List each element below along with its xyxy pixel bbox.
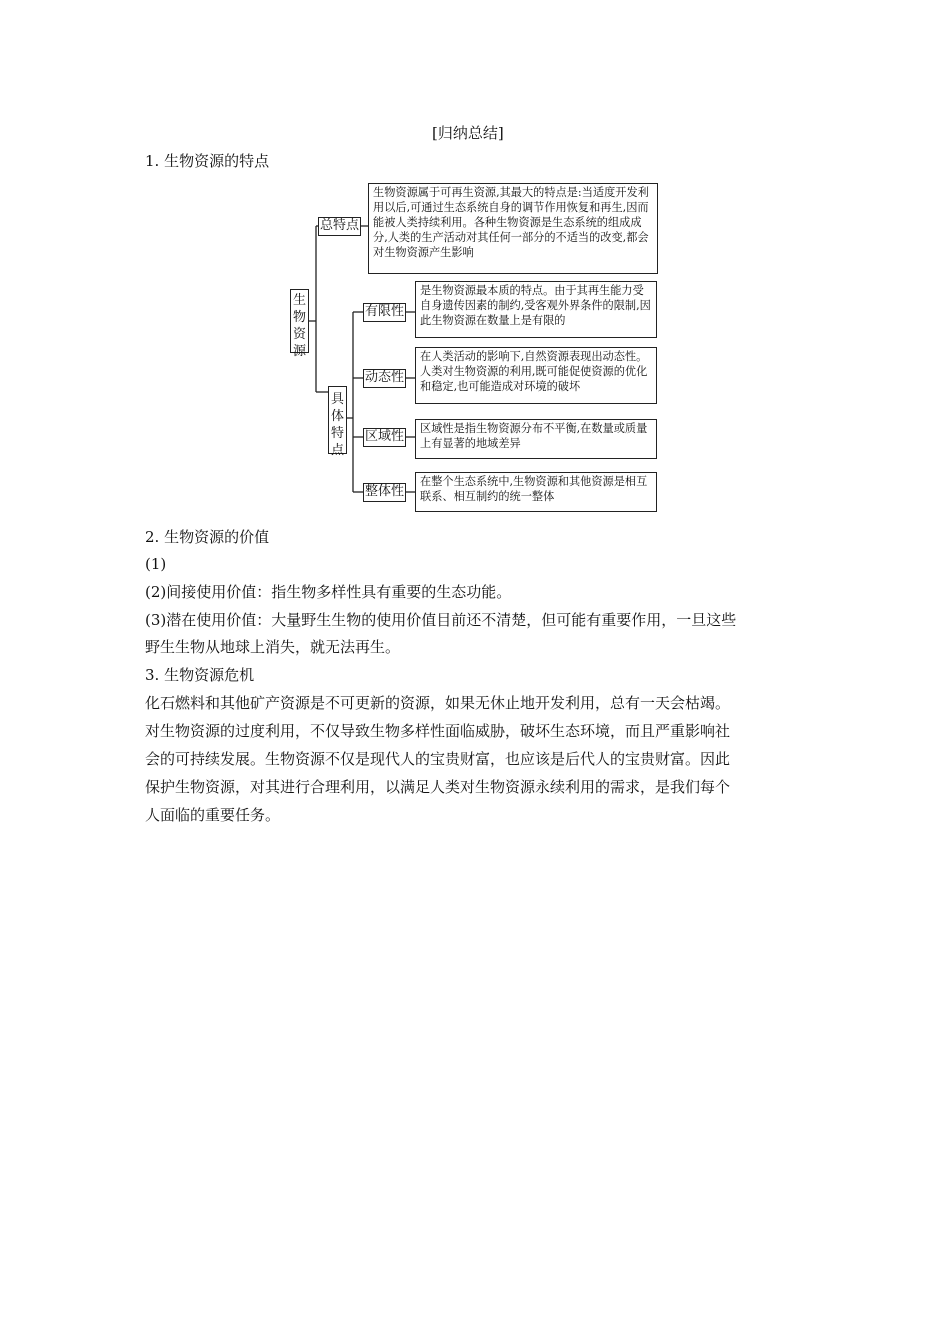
limited-label: 有限性 [363, 303, 406, 322]
crisis-paragraph-line: 对生物资源的过度利用，不仅导致生物多样性面临威胁，破坏生态环境，而且严重影响社 [145, 722, 731, 740]
root-char: 源 [292, 344, 306, 359]
regional-text: 区域性是指生物资源分布不平衡,在数量或质量上有显著的地域差异 [415, 419, 657, 459]
holistic-text: 在整个生态系统中,生物资源和其他资源是相互联系、相互制约的统一整体 [415, 472, 657, 512]
summary-heading: [归纳总结] [432, 124, 504, 142]
root-char: 生 [292, 293, 306, 308]
specific-char: 点 [330, 443, 344, 458]
general-feature-text: 生物资源属于可再生资源,其最大的特点是:当适度开发利用以后,可通过生态系统自身的调节作用恢复和再生,因而能被人类持续利用。各种生物资源是生态系统的组成成分,人类的生产活动对其任何一部分的不适当的改变,都会对生物资源产生影响 [368, 183, 658, 274]
value-item-2: (2)间接使用价值：指生物多样性具有重要的生态功能。 [145, 583, 512, 601]
section-2-title: 2. 生物资源的价值 [145, 528, 270, 546]
holistic-label: 整体性 [363, 483, 406, 502]
crisis-paragraph-line: 保护生物资源，对其进行合理利用，以满足人类对生物资源永续利用的需求，是我们每个 [145, 778, 731, 796]
specific-char: 特 [330, 426, 344, 441]
value-item-1: (1) [145, 555, 167, 573]
crisis-paragraph-line: 化石燃料和其他矿产资源是不可更新的资源，如果无休止地开发利用，总有一天会枯竭。 [145, 694, 731, 712]
dynamic-label: 动态性 [363, 369, 406, 388]
specific-feature-node [328, 386, 347, 458]
limited-text: 是生物资源最本质的特点。由于其再生能力受自身遗传因素的制约,受客观外界条件的限制,因此生物资源在数量上是有限的 [415, 281, 657, 338]
general-feature-label: 总特点 [318, 217, 361, 236]
regional-label: 区域性 [363, 428, 406, 447]
root-char: 资 [292, 327, 306, 342]
value-item-3: (3)潜在使用价值：大量野生生物的使用价值目前还不清楚，但可能有重要作用，一旦这些 [145, 611, 737, 629]
crisis-paragraph-line: 会的可持续发展。生物资源不仅是现代人的宝贵财富，也应该是后代人的宝贵财富。因此 [145, 750, 731, 768]
root-node [290, 289, 309, 359]
value-item-3-cont: 野生生物从地球上消失，就无法再生。 [145, 638, 401, 656]
section-3-title: 3. 生物资源危机 [145, 666, 255, 684]
section-1-title: 1. 生物资源的特点 [145, 152, 270, 170]
specific-char: 体 [330, 409, 344, 424]
dynamic-text: 在人类活动的影响下,自然资源表现出动态性。人类对生物资源的利用,既可能促使资源的优化和稳定,也可能造成对环境的破坏 [415, 347, 657, 404]
crisis-paragraph-line: 人面临的重要任务。 [145, 806, 281, 824]
specific-char: 具 [330, 392, 344, 407]
root-char: 物 [292, 310, 306, 325]
